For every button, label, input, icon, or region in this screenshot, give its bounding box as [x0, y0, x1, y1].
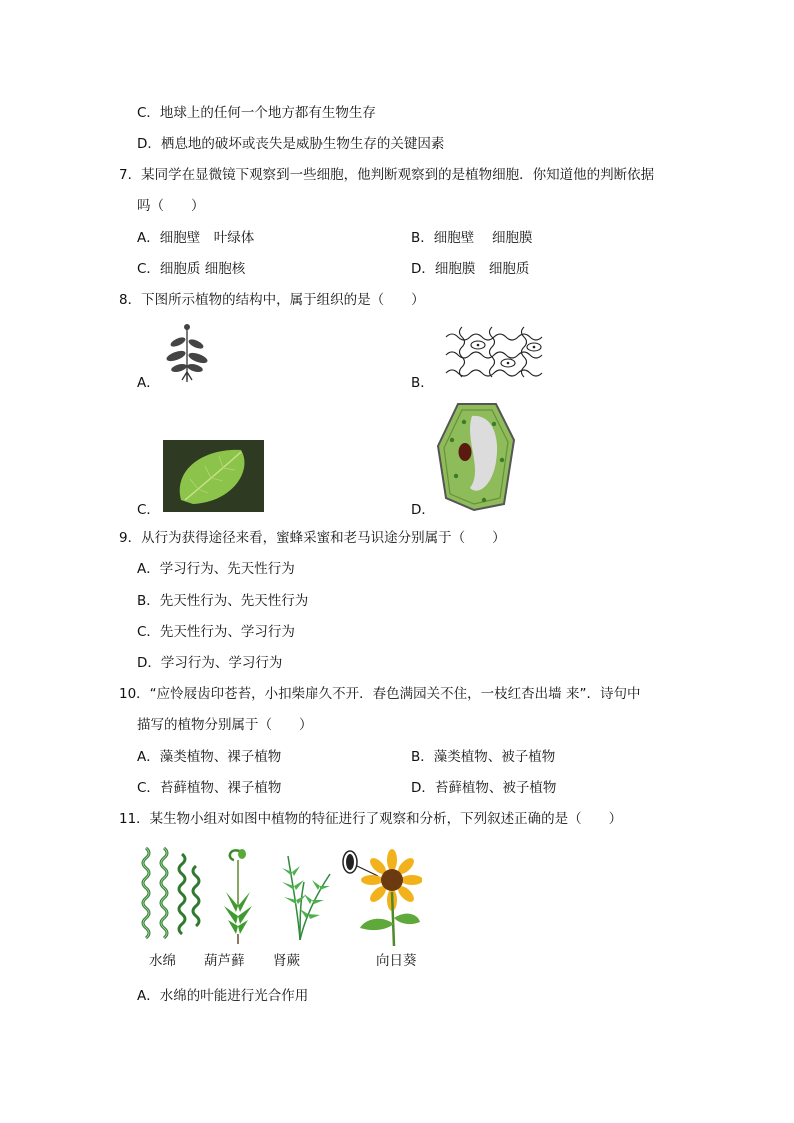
q6-option-d: D．栖息地的破坏或丧失是威胁生物生存的关键因素	[137, 136, 445, 152]
leaf-photo-figure	[163, 440, 264, 512]
q10-stem-line1: 10．“应怜屐齿印苍苔，小扣柴扉久不开．春色满园关不住，一枝红杏出墙 来”．诗句中	[119, 686, 641, 702]
q10-option-d: D．苔藓植物、被子植物	[411, 780, 557, 796]
q9-option-c: C．先天性行为、学习行为	[137, 624, 295, 640]
q11-label-fern: 肾蕨	[273, 953, 300, 969]
q11-stem: 11．某生物小组对如图中植物的特征进行了观察和分析，下列叙述正确的是（ ）	[119, 811, 623, 827]
q8-option-b-label: B．	[411, 375, 434, 391]
q11-option-a: A．水绵的叶能进行光合作用	[137, 988, 309, 1004]
q6-option-c: C．地球上的任何一个地方都有生物生存	[137, 105, 376, 121]
spirogyra-figure	[140, 846, 202, 946]
sunflower-figure	[340, 848, 422, 948]
q7-stem-line1: 7．某同学在显微镜下观察到一些细胞，他判断观察到的是植物细胞．你知道他的判断依据	[119, 167, 655, 183]
q7-option-d: D．细胞膜 细胞质	[411, 261, 530, 277]
q8-option-a-label: A．	[137, 375, 160, 391]
moss-figure	[220, 846, 256, 946]
plant-cell-figure	[434, 400, 520, 514]
q8-option-d-label: D．	[411, 502, 435, 518]
q8-stem: 8．下图所示植物的结构中，属于组织的是（ ）	[119, 292, 425, 308]
q7-stem-line2: 吗（ ）	[137, 198, 205, 214]
q10-option-b: B．藻类植物、被子植物	[411, 749, 556, 765]
q10-stem-line2: 描写的植物分别属于（ ）	[137, 717, 313, 733]
epidermis-tissue-figure	[444, 325, 548, 383]
q11-label-moss: 葫芦藓	[204, 953, 245, 969]
q9-option-a: A．学习行为、先天性行为	[137, 561, 295, 577]
q8-option-c-label: C．	[137, 502, 160, 518]
q9-option-d: D．学习行为、学习行为	[137, 655, 283, 671]
q11-label-spirogyra: 水绵	[149, 953, 176, 969]
fern-figure	[270, 852, 334, 942]
q7-option-b: B．细胞壁 细胞膜	[411, 230, 533, 246]
q9-stem: 9．从行为获得途径来看，蜜蜂采蜜和老马识途分别属于（ ）	[119, 530, 506, 546]
q11-label-sunflower: 向日葵	[376, 953, 417, 969]
q9-option-b: B．先天性行为、先天性行为	[137, 593, 309, 609]
whole-plant-figure	[162, 322, 212, 384]
q10-option-c: C．苔藓植物、裸子植物	[137, 780, 282, 796]
q10-option-a: A．藻类植物、裸子植物	[137, 749, 282, 765]
q7-option-c: C．细胞质 细胞核	[137, 261, 246, 277]
q7-option-a: A．细胞壁 叶绿体	[137, 230, 255, 246]
